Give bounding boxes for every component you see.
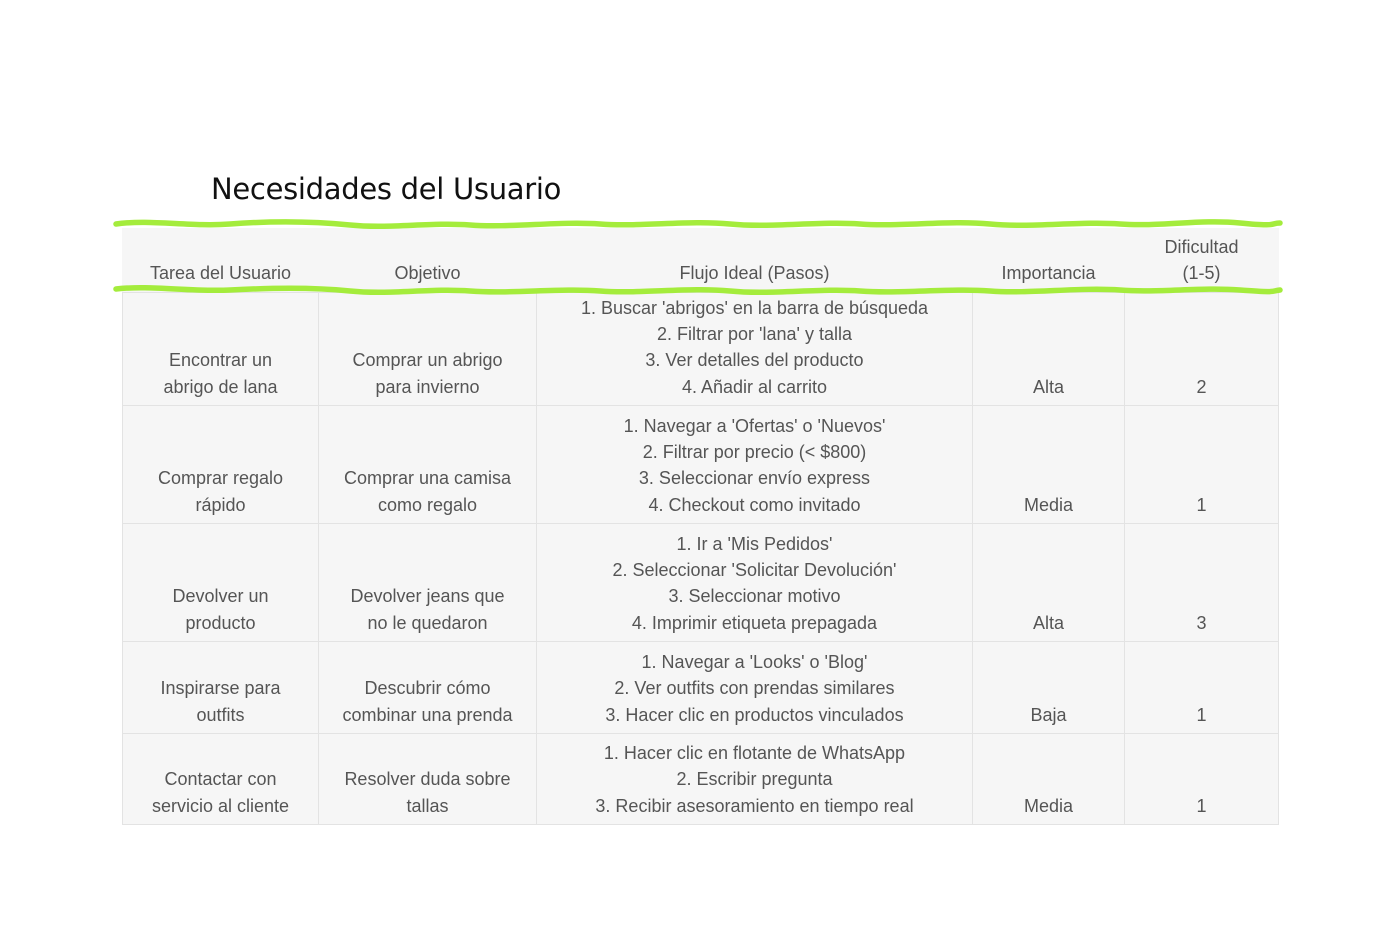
step-item: 2. Escribir pregunta — [676, 769, 833, 790]
table-row — [123, 734, 1279, 825]
cell-line: Comprar regalo — [157, 468, 284, 489]
cell-line: Encontrar un — [168, 350, 273, 371]
cell-task — [123, 524, 319, 642]
header-importance: Importancia — [1001, 263, 1096, 283]
cell-importance: Alta — [973, 524, 1125, 642]
cell-difficulty: 1 — [1125, 734, 1279, 825]
cell-line: Descubrir cómo — [364, 678, 491, 699]
step-item: 1. Buscar 'abrigos' en la barra de búsqueda — [580, 297, 929, 318]
cell-importance: Media — [973, 734, 1125, 825]
cell-importance: Alta — [973, 293, 1125, 406]
table-row — [123, 524, 1279, 642]
step-item: 3. Recibir asesoramiento en tiempo real — [595, 795, 914, 816]
user-needs-table — [122, 228, 1279, 825]
header-difficulty-line1: Dificultad — [1164, 237, 1239, 257]
cell-importance: Media — [973, 406, 1125, 524]
cell-difficulty: 3 — [1125, 524, 1279, 642]
cell-line: producto — [185, 612, 256, 633]
cell-steps — [537, 293, 973, 406]
cell-line: Contactar con — [164, 769, 277, 790]
cell-objective — [319, 642, 537, 734]
step-item: 4. Añadir al carrito — [681, 376, 828, 397]
table-row — [123, 406, 1279, 524]
step-item: 3. Seleccionar envío express — [638, 468, 871, 489]
cell-line: outfits — [196, 704, 245, 725]
cell-task — [123, 406, 319, 524]
step-item: 1. Navegar a 'Looks' o 'Blog' — [641, 652, 868, 673]
cell-line: abrigo de lana — [163, 376, 278, 397]
cell-line: Inspirarse para — [160, 678, 281, 699]
cell-line: servicio al cliente — [151, 795, 290, 816]
header-difficulty-line2: (1-5) — [1182, 263, 1221, 283]
step-item: 2. Filtrar por 'lana' y talla — [657, 324, 852, 345]
cell-line: Comprar una camisa — [343, 468, 512, 489]
step-item: 3. Seleccionar motivo — [668, 586, 841, 607]
header-objective: Objetivo — [394, 263, 461, 283]
step-item: 2. Ver outfits con prendas similares — [614, 678, 895, 699]
step-item: 1. Ir a 'Mis Pedidos' — [676, 533, 833, 554]
table-row — [123, 293, 1279, 406]
step-item: 2. Filtrar por precio (< $800) — [642, 442, 867, 463]
header-task: Tarea del Usuario — [149, 263, 292, 283]
cell-steps — [537, 642, 973, 734]
cell-task — [123, 293, 319, 406]
cell-steps — [537, 406, 973, 524]
header-difficulty — [1125, 228, 1279, 293]
step-item: 3. Hacer clic en productos vinculados — [605, 704, 904, 725]
cell-importance: Baja — [973, 642, 1125, 734]
table-header-row — [123, 228, 1279, 293]
cell-objective — [319, 293, 537, 406]
page-title: Necesidades del Usuario — [211, 172, 562, 206]
cell-objective — [319, 734, 537, 825]
cell-line: no le quedaron — [367, 612, 488, 633]
cell-line: combinar una prenda — [342, 704, 513, 725]
cell-line: como regalo — [377, 494, 478, 515]
cell-line: para invierno — [375, 376, 480, 397]
cell-steps — [537, 524, 973, 642]
step-item: 3. Ver detalles del producto — [645, 350, 864, 371]
highlight-stroke-top — [116, 222, 1280, 226]
step-item: 2. Seleccionar 'Solicitar Devolución' — [612, 560, 897, 581]
cell-line: Devolver jeans que — [350, 586, 505, 607]
cell-task — [123, 734, 319, 825]
cell-line: Comprar un abrigo — [352, 350, 503, 371]
step-item: 4. Checkout como invitado — [648, 494, 861, 515]
cell-steps — [537, 734, 973, 825]
step-item: 1. Navegar a 'Ofertas' o 'Nuevos' — [623, 415, 886, 436]
table-row — [123, 642, 1279, 734]
header-flow: Flujo Ideal (Pasos) — [679, 263, 830, 283]
cell-line: Devolver un — [172, 586, 269, 607]
cell-task — [123, 642, 319, 734]
cell-line: rápido — [195, 494, 246, 515]
cell-line: tallas — [406, 795, 449, 816]
step-item: 1. Hacer clic en flotante de WhatsApp — [603, 743, 906, 764]
cell-difficulty: 1 — [1125, 642, 1279, 734]
step-item: 4. Imprimir etiqueta prepagada — [631, 612, 878, 633]
cell-difficulty: 2 — [1125, 293, 1279, 406]
cell-difficulty: 1 — [1125, 406, 1279, 524]
cell-line: Resolver duda sobre — [344, 769, 511, 790]
cell-objective — [319, 406, 537, 524]
cell-objective — [319, 524, 537, 642]
